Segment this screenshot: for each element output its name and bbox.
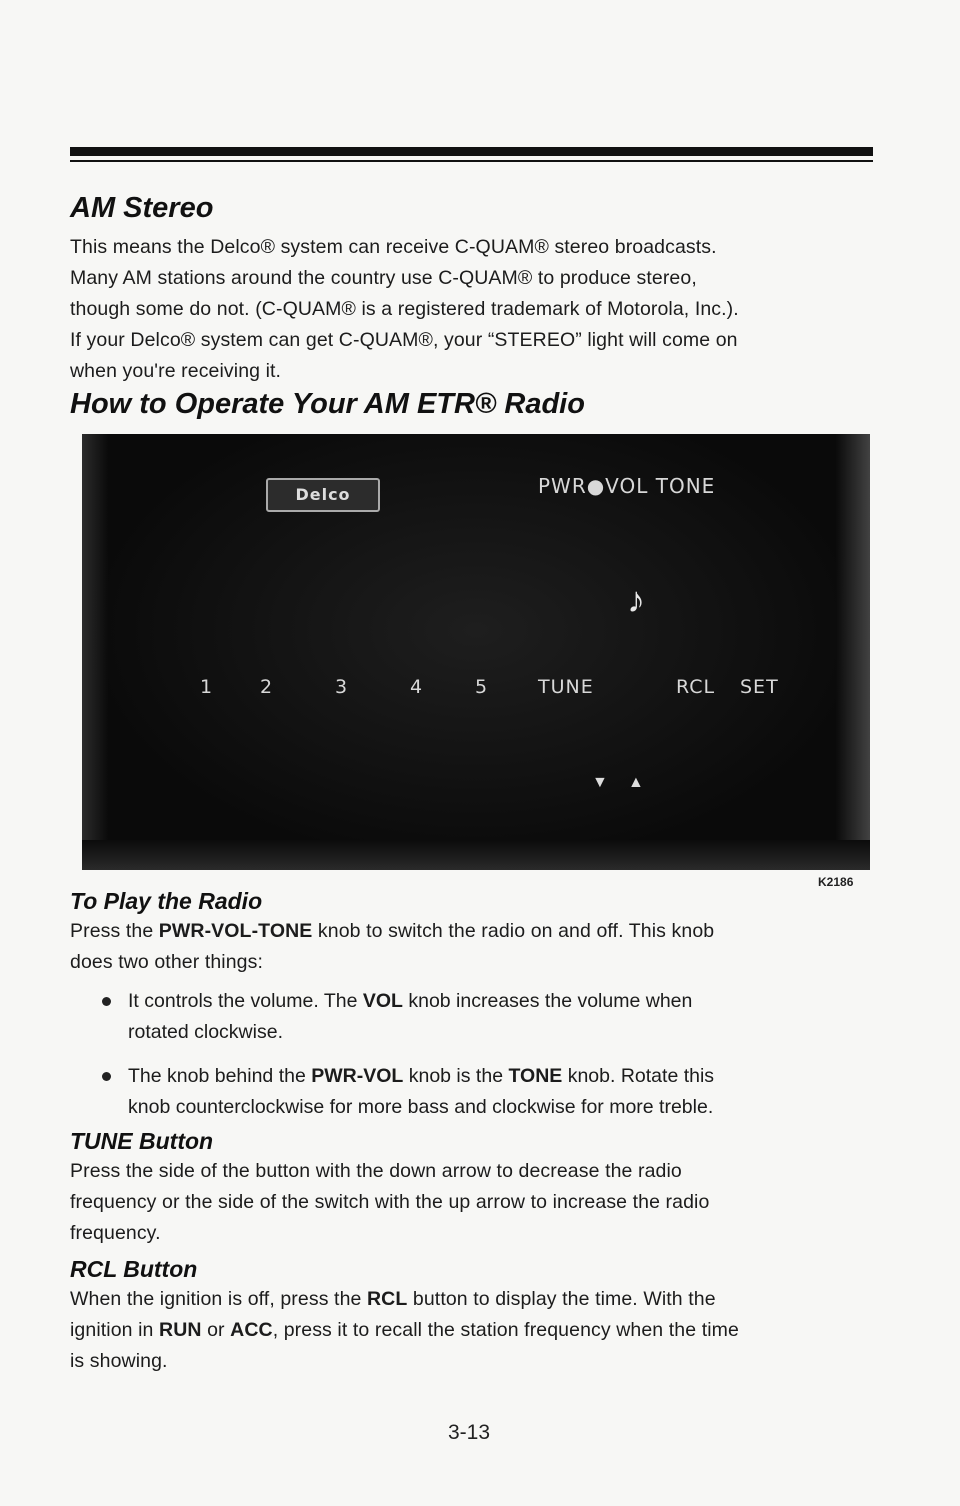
delco-logo: Delco: [266, 478, 380, 512]
rcl-line-2-text-e: , press it to recall the station frequency when the time: [272, 1319, 739, 1341]
bullet-volume-line-2: rotated clockwise.: [128, 1021, 283, 1043]
pwr-vol-tone-term: PWR-VOL-TONE: [158, 920, 313, 942]
heading-how-to-operate: How to Operate Your AM ETR® Radio: [70, 388, 585, 420]
rcl-line-1-text-a: When the ignition is off, press the: [70, 1288, 367, 1310]
bullet-tone-text-c: knob is the: [403, 1065, 509, 1087]
figure-code: K2186: [818, 875, 854, 889]
top-rule: [70, 147, 873, 156]
am-stereo-line-5: when you're receiving it.: [70, 360, 282, 382]
am-stereo-paragraph: [70, 232, 870, 387]
set-label: SET: [740, 676, 779, 698]
tune-line-2: frequency or the side of the switch with the up arrow to increase the radio: [70, 1191, 710, 1213]
am-stereo-line-1: This means the Delco® system can receive C-QUAM® stereo broadcasts.: [70, 236, 717, 258]
heading-to-play: To Play the Radio: [70, 888, 263, 914]
tune-line-1: Press the side of the button with the down arrow to decrease the radio: [70, 1160, 682, 1182]
tune-label: TUNE: [538, 676, 594, 698]
pwr-vol-tone-label: PWR●VOL TONE: [538, 474, 716, 498]
tune-paragraph: [70, 1156, 870, 1249]
vol-term: VOL: [362, 990, 403, 1012]
preset-4-label: 4: [410, 676, 424, 698]
rcl-term: RCL: [367, 1288, 408, 1310]
heading-tune-button: TUNE Button: [70, 1128, 214, 1154]
bullet-volume-text-c: knob increases the volume when: [402, 990, 693, 1012]
down-arrow-icon: ▼: [592, 774, 608, 791]
play-line-1-text-a: Press the: [70, 920, 159, 942]
music-note-icon: ♪: [627, 579, 645, 620]
run-term: RUN: [159, 1319, 202, 1341]
heading-rcl-button: RCL Button: [70, 1256, 198, 1282]
preset-5-label: 5: [475, 676, 489, 698]
radio-photo: [82, 434, 870, 870]
bullet-tone-line-1: [128, 1061, 868, 1092]
rcl-line-3: is showing.: [70, 1350, 168, 1372]
bullet-dot: [102, 997, 111, 1006]
photo-bottom-edge: [82, 840, 870, 870]
top-rule-thin: [70, 160, 873, 162]
play-line-2: does two other things:: [70, 951, 263, 973]
photo-edge-right: [836, 434, 870, 870]
rcl-label: RCL: [676, 676, 716, 698]
pwr-vol-term: PWR-VOL: [311, 1065, 404, 1087]
tune-line-3: frequency.: [70, 1222, 161, 1244]
preset-1-label: 1: [200, 676, 214, 698]
acc-term: ACC: [230, 1319, 273, 1341]
heading-am-stereo: AM Stereo: [70, 192, 214, 224]
am-stereo-line-2: Many AM stations around the country use C-QUAM® to produce stereo,: [70, 267, 697, 289]
rcl-line-2-text-c: or: [201, 1319, 231, 1341]
play-line-1-text-c: knob to switch the radio on and off. This knob: [312, 920, 715, 942]
am-stereo-line-4: If your Delco® system can get C-QUAM®, your “STEREO” light will come on: [70, 329, 738, 351]
bullet-volume: [102, 986, 868, 1048]
bullet-tone: [102, 1061, 868, 1123]
rcl-line-2-text-a: ignition in: [70, 1319, 160, 1341]
am-stereo-line-3: though some do not. (C-QUAM® is a registered trademark of Motorola, Inc.).: [70, 298, 739, 320]
bullet-tone-text-a: The knob behind the: [128, 1065, 312, 1087]
rcl-line-1: [70, 1284, 870, 1315]
photo-edge-left: [82, 434, 108, 870]
bullet-volume-line-1: [128, 986, 868, 1017]
tone-term: TONE: [508, 1065, 563, 1087]
rcl-paragraph: [70, 1284, 870, 1377]
bullet-volume-text-a: It controls the volume. The: [128, 990, 363, 1012]
bullet-tone-line-2: knob counterclockwise for more bass and clockwise for more treble.: [128, 1096, 714, 1118]
page-number: 3-13: [448, 1421, 491, 1444]
preset-3-label: 3: [335, 676, 349, 698]
rcl-line-2: [70, 1315, 870, 1346]
play-paragraph: [70, 916, 870, 978]
up-arrow-icon: ▲: [628, 774, 644, 791]
bullet-dot: [102, 1072, 111, 1081]
preset-2-label: 2: [260, 676, 274, 698]
rcl-line-1-text-c: button to display the time. With the: [407, 1288, 716, 1310]
bullet-tone-text-e: knob. Rotate this: [562, 1065, 715, 1087]
play-line-1: [70, 916, 870, 947]
